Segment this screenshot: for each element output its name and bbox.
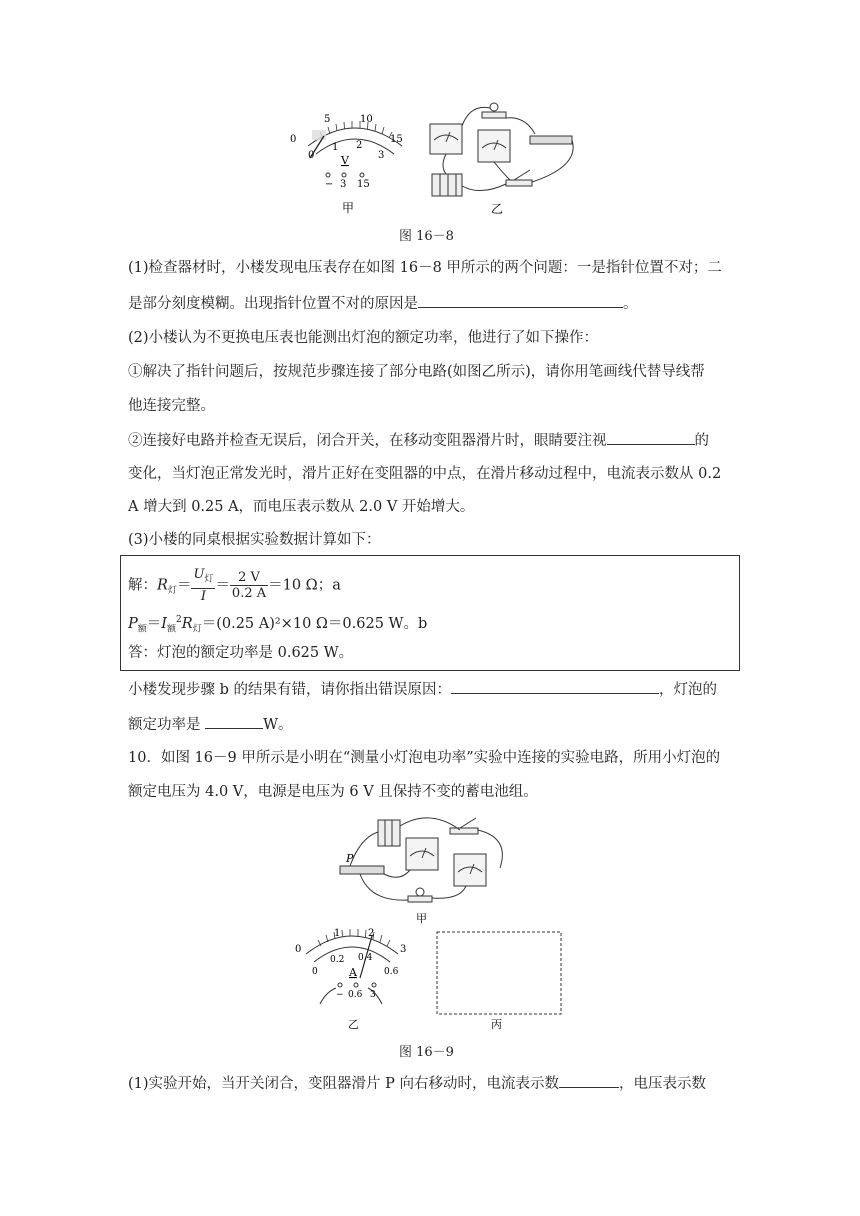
terminal-neg: −	[336, 990, 344, 1000]
answer-blank-3[interactable]	[451, 679, 659, 694]
terminal-15: 15	[357, 179, 370, 190]
terminal-3: 3	[370, 990, 376, 1000]
q3-intro: (3)小楼的同桌根据实验数据计算如下：	[128, 532, 381, 548]
terminal-neg: −	[325, 179, 334, 190]
q3-after-line1: 小楼发现步骤 b 的结果有错，请你指出错误原因： ，灯泡的	[128, 679, 717, 700]
q10-1-line: (1)实验开始，当开关闭合，变阻器滑片 P 向右移动时，电流表示数 ，电压表示数	[128, 1073, 706, 1094]
q1-line1: (1)检查器材时，小楼发现电压表存在如图 16－8 甲所示的两个问题：一是指针位置不对；二	[128, 260, 722, 276]
tick-2: 2	[368, 928, 375, 939]
tick-0-top: 0	[290, 134, 297, 145]
solution-line1: 解：$R_灯=$ $\frac{U_灯}{I}$ ＝ $\frac{2 V}{0.2 A}$ ＝10 Ω；a	[128, 567, 341, 604]
tick-3: 3	[400, 944, 407, 955]
q2-s2-line2: 变化，当灯泡正常发光时，滑片正好在变阻器的中点，在滑片移动过程中，电流表示数从 0.2	[128, 466, 722, 482]
tick-15: 15	[390, 134, 403, 145]
q2-s2-line3: A 增大到 0.25 A，而电压表示数从 2.0 V 开始增大。	[128, 499, 475, 515]
ammeter-dial	[295, 928, 406, 1031]
q2-s1-line1: ①解决了指针问题后，按规范步骤连接了部分电路(如图乙所示)，请你用笔画线代替导线帮	[128, 364, 705, 380]
answer-blank-4[interactable]	[205, 714, 263, 729]
answer-blank-5[interactable]	[559, 1073, 619, 1088]
meter-unit: V	[341, 154, 349, 167]
q3-after-line2: 额定功率是 W。	[128, 714, 293, 735]
voltmeter-dial	[290, 114, 403, 215]
tick-1: 1	[334, 928, 341, 939]
label-yi: 乙	[491, 202, 504, 216]
tick-1: 1	[332, 142, 339, 153]
solution-answer: 答：灯泡的额定功率是 0.625 W。	[128, 645, 354, 661]
label-bing: 丙	[491, 1018, 502, 1031]
figure-16-9-caption: 图 16－9	[399, 1045, 454, 1060]
tick-2: 2	[356, 140, 363, 151]
label-jia: 甲	[416, 912, 427, 925]
tick-3: 3	[378, 150, 385, 161]
meter-unit: A	[349, 966, 357, 979]
tick-0.4: 0.4	[358, 953, 373, 963]
empty-diagram-box	[437, 932, 561, 1014]
label-p: P	[346, 852, 354, 865]
tick-10: 10	[360, 114, 373, 125]
q10-line2: 额定电压为 4.0 V，电源是电压为 6 V 且保持不变的蓄电池组。	[128, 784, 538, 800]
answer-blank-1[interactable]	[418, 293, 623, 308]
label-yi: 乙	[348, 1018, 359, 1031]
circuit-jia	[340, 818, 502, 902]
q1-line2: 是部分刻度模糊。出现指针位置不对的原因是 。	[128, 293, 638, 314]
circuit-yi	[430, 103, 573, 196]
figure-16-9	[290, 808, 580, 1034]
q10-line1: 10．如图 16－9 甲所示是小明在“测量小灯泡电功率”实验中连接的实验电路，所用小灯泡的	[128, 750, 721, 766]
figure-16-8-caption: 图 16－8	[399, 229, 454, 244]
tick-0-bot: 0	[312, 967, 318, 977]
tick-0.2: 0.2	[330, 955, 345, 965]
q2-s2-line1: ②连接好电路并检查无误后，闭合开关，在移动变阻器滑片时，眼睛要注视 的	[128, 430, 709, 451]
tick-0.6: 0.6	[384, 967, 399, 977]
tick-5: 5	[324, 114, 331, 125]
tick-0-bot: 0	[308, 150, 315, 161]
q2-intro: (2)小楼认为不更换电压表也能测出灯泡的额定功率，他进行了如下操作：	[128, 330, 599, 346]
figure-16-8	[280, 96, 580, 220]
label-jia: 甲	[342, 201, 355, 215]
terminal-0.6: 0.6	[348, 990, 363, 1000]
tick-0-top: 0	[295, 944, 302, 955]
solution-line2: $P_额=I_额^2R_灯=(0.25$ A)²×10 Ω＝0.625 W。b	[128, 615, 428, 635]
terminal-3: 3	[340, 179, 347, 190]
q2-s1-line2: 他连接完整。	[128, 398, 215, 414]
answer-blank-2[interactable]	[607, 430, 695, 445]
